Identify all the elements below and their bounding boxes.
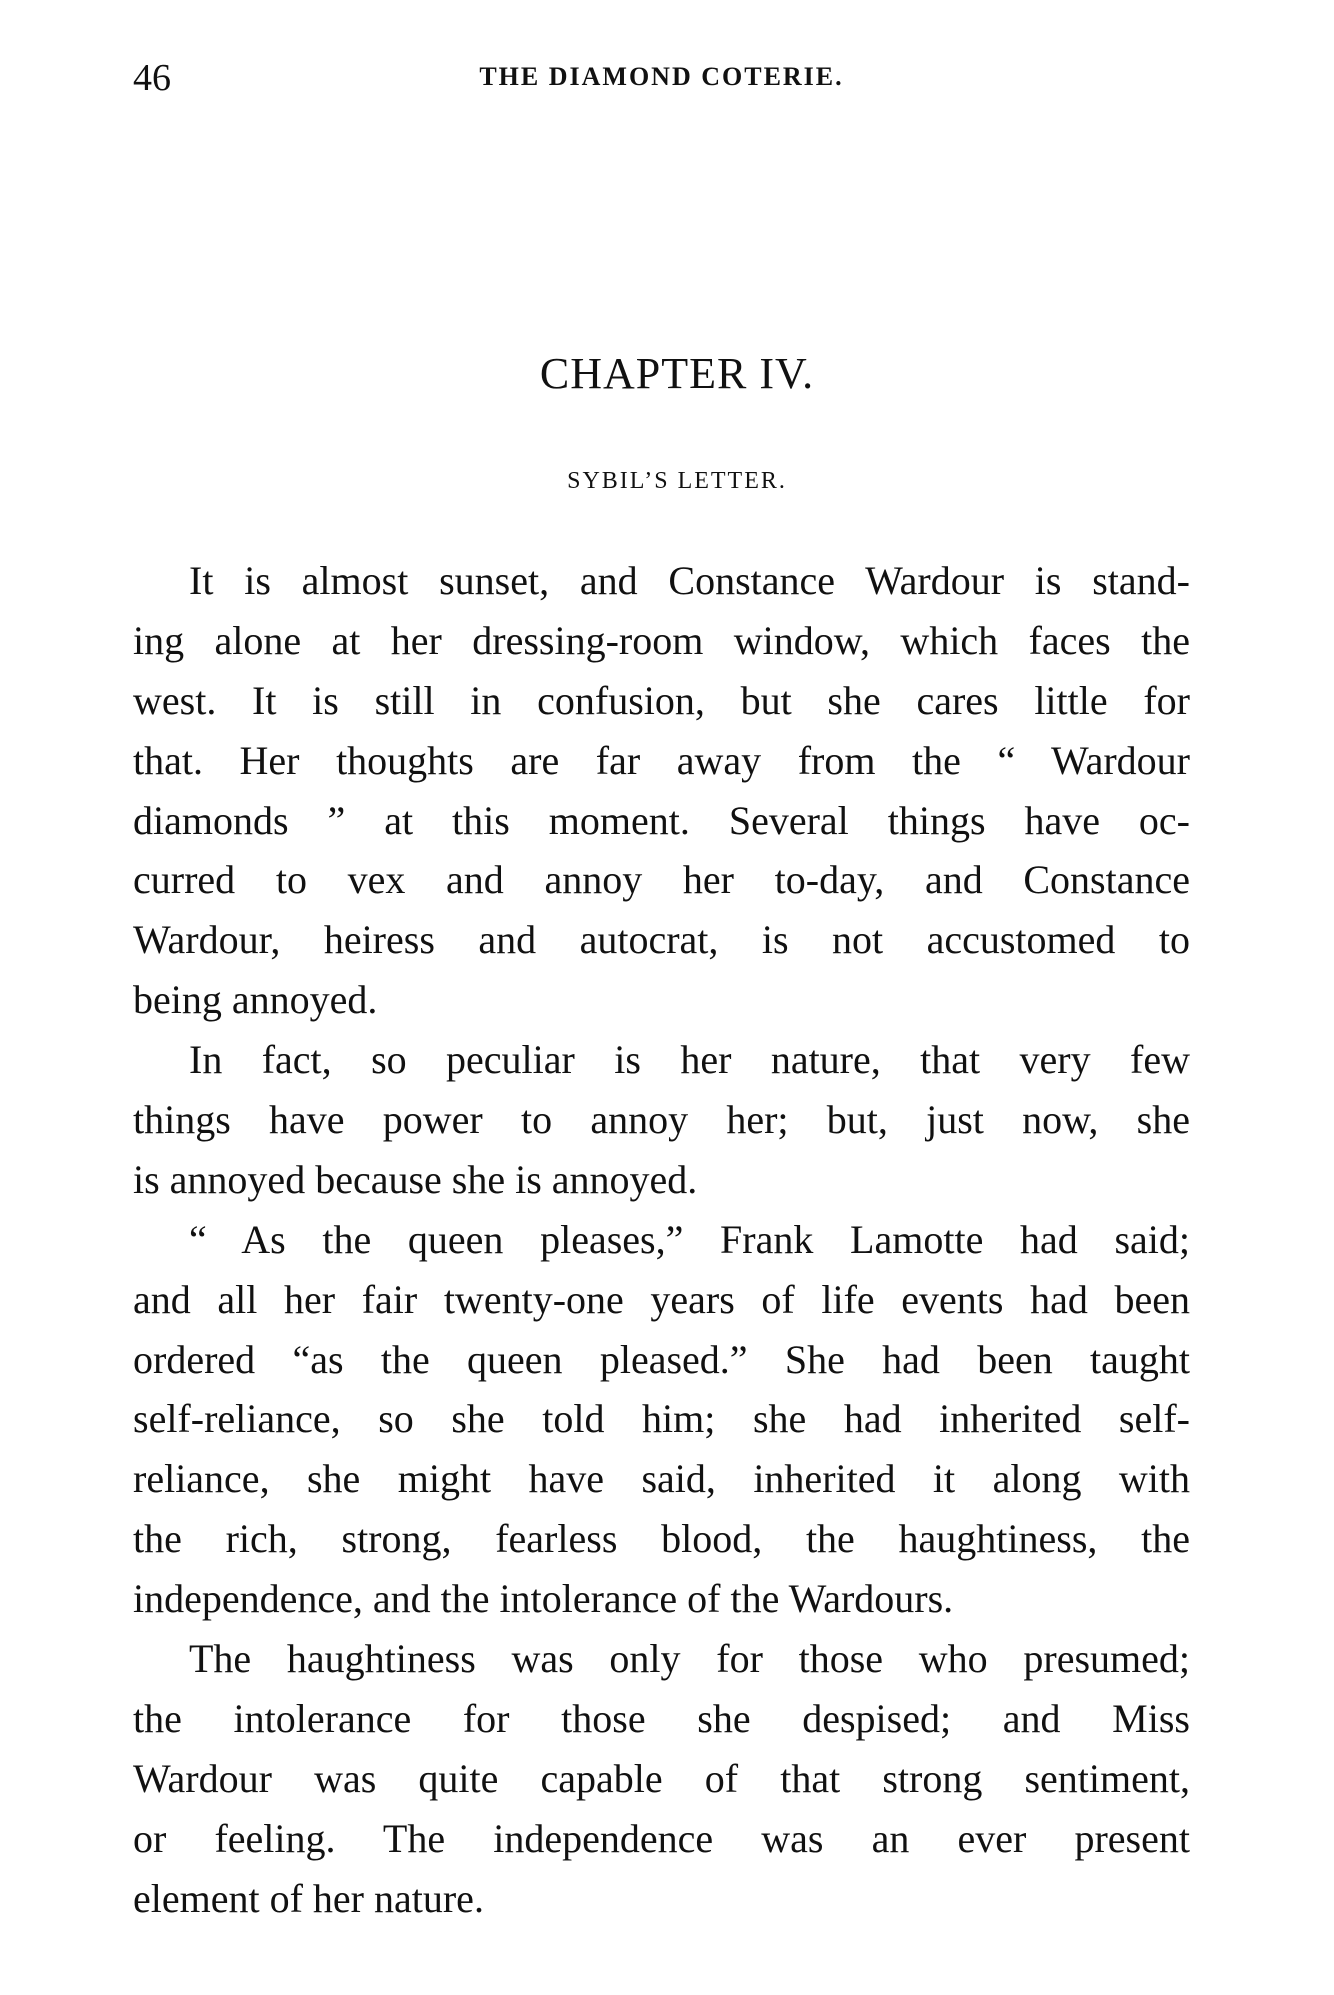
- text-line: curred to vex and annoy her to-day, and Constance: [133, 857, 1190, 903]
- text-line: independence, and the intolerance of the Wardours.: [133, 1576, 954, 1622]
- chapter-subtitle: SYBIL’S LETTER.: [567, 468, 787, 494]
- running-title: THE DIAMOND COTERIE.: [479, 62, 844, 91]
- text-line: ing alone at her dressing-room window, which faces the: [133, 617, 1190, 663]
- text-line: things have power to annoy her; but, just now, she: [133, 1097, 1190, 1143]
- page-number: 46: [133, 57, 171, 99]
- text-line: diamonds ” at this moment. Several things have oc-: [133, 797, 1190, 843]
- body-text: [133, 551, 1190, 1928]
- text-line: self-reliance, so she told him; she had inherited self-: [133, 1396, 1190, 1442]
- text-line: reliance, she might have said, inherited it along with: [133, 1456, 1190, 1502]
- text-line: “ As the queen pleases,” Frank Lamotte had said;: [189, 1216, 1190, 1262]
- text-line: The haughtiness was only for those who presumed;: [189, 1636, 1190, 1682]
- paragraph: [133, 1629, 1190, 1928]
- text-line: the rich, strong, fearless blood, the haughtiness, the: [133, 1516, 1190, 1562]
- text-line: the intolerance for those she despised; and Miss: [133, 1695, 1190, 1741]
- running-header: [133, 56, 1190, 100]
- paragraph: [133, 1030, 1190, 1210]
- text-line: It is almost sunset, and Constance Wardour is stand-: [189, 558, 1190, 603]
- chapter-title: CHAPTER IV.: [539, 349, 815, 398]
- text-line: being annoyed.: [133, 977, 378, 1023]
- text-line: and all her fair twenty-one years of life events had been: [133, 1276, 1190, 1322]
- text-line: west. It is still in confusion, but she cares little for: [133, 677, 1190, 723]
- text-line: ordered “as the queen pleased.” She had been taught: [133, 1336, 1190, 1382]
- text-line: is annoyed because she is annoyed.: [133, 1156, 698, 1202]
- text-line: element of her nature.: [133, 1875, 484, 1921]
- text-line: Wardour, heiress and autocrat, is not accustomed to: [133, 917, 1190, 963]
- text-line: that. Her thoughts are far away from the “ Wardour: [133, 737, 1190, 783]
- text-line: Wardour was quite capable of that strong sentiment,: [133, 1755, 1190, 1801]
- paragraph: [133, 1210, 1190, 1629]
- text-line: In fact, so peculiar is her nature, that very few: [189, 1037, 1190, 1083]
- paragraph: [133, 551, 1190, 1030]
- text-line: or feeling. The independence was an ever present: [133, 1815, 1190, 1861]
